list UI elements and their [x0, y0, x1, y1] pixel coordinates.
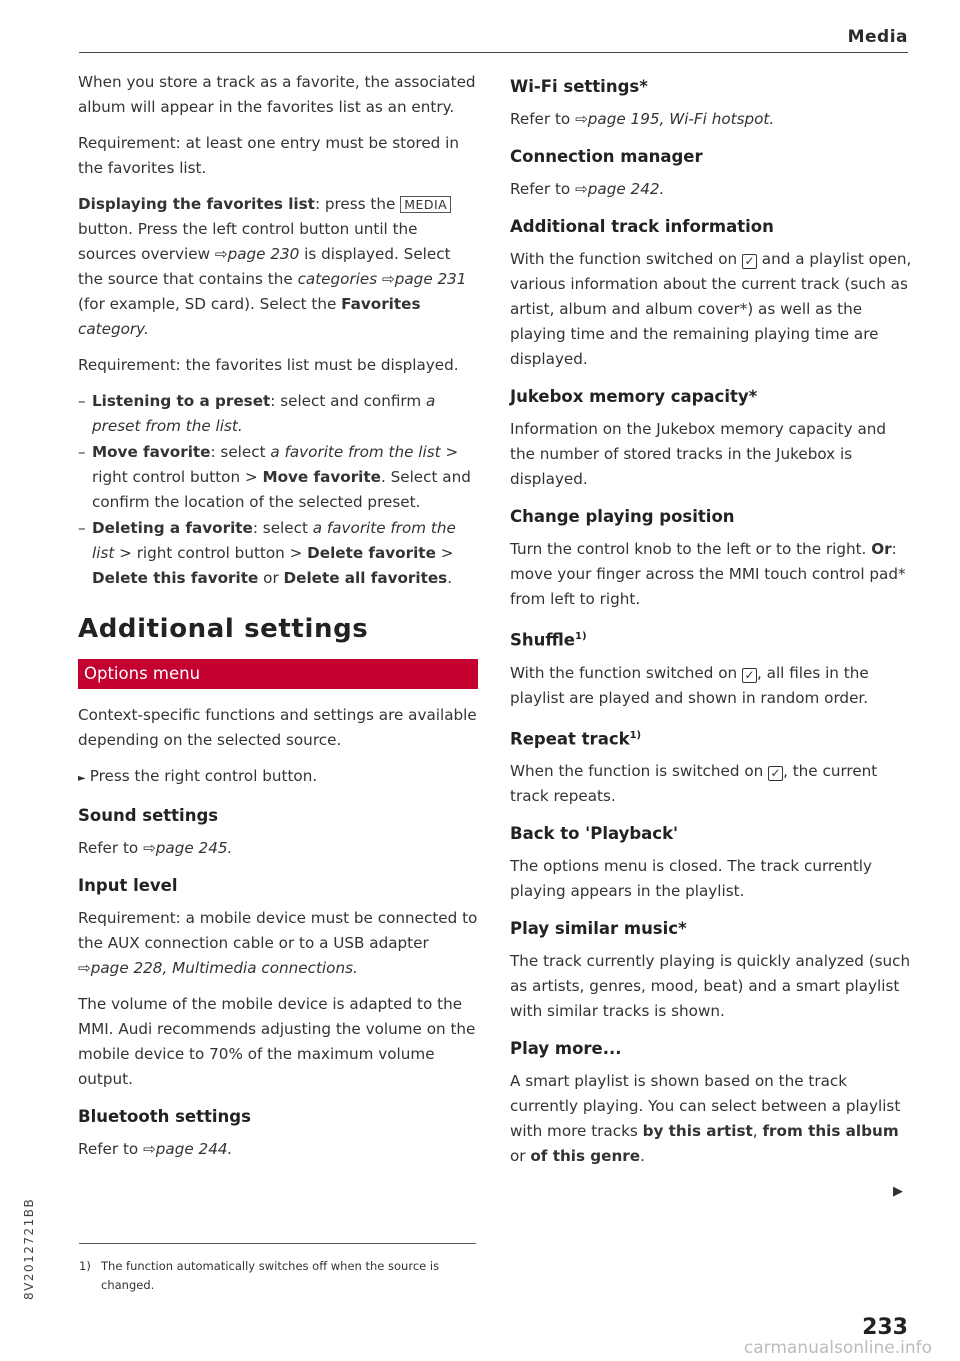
page-reference[interactable]: ⇨page 228, Multimedia connections: [78, 959, 353, 977]
section-title: Media: [847, 27, 908, 47]
page-number: 233: [862, 1315, 908, 1340]
back-to-playback-text: The options menu is closed. The track currently playing appears in the playlist.: [510, 857, 872, 900]
intro-paragraph: When you store a track as a favorite, the associated album will appear in the favorites list as an entry.: [78, 73, 476, 116]
display-favorites-label: Displaying the favorites list: [78, 195, 315, 213]
additional-track-info-heading: Additional track information: [510, 217, 774, 236]
page-reference[interactable]: ⇨page 242: [575, 180, 660, 198]
change-playing-position-text: Turn the control knob to the left or to the right. Or: move your finger across the MMI touch control pad* from left to right.: [510, 540, 906, 608]
list-item: – Deleting a favorite: select a favorite from the list > right control button > Delete favorite > Delete this favorite or Delete all favorites.: [78, 516, 478, 591]
continue-triangle-icon: ▶: [893, 1184, 903, 1199]
bluetooth-settings-text: Refer to ⇨page 244.: [78, 1140, 233, 1158]
page-reference[interactable]: ⇨page 231: [382, 270, 467, 288]
page-reference[interactable]: ⇨page 195, Wi-Fi hotspot: [575, 110, 770, 128]
footnote: 1) The function automatically switches off when the source is changed.: [79, 1259, 440, 1292]
wifi-settings-heading: Wi-Fi settings*: [510, 77, 648, 96]
play-more-heading: Play more...: [510, 1039, 622, 1058]
jukebox-memory-text: Information on the Jukebox memory capacity and the number of stored tracks in the Jukebox is displayed.: [510, 420, 887, 488]
play-more-text: A smart playlist is shown based on the track currently playing. You can select between a playlist with more tracks by this artist, from this album or of this genre.: [510, 1072, 901, 1165]
connection-manager-text: Refer to ⇨page 242.: [510, 180, 665, 198]
footnote-rule: [79, 1243, 476, 1244]
volume-paragraph: The volume of the mobile device is adapted to the MMI. Audi recommends adjusting the volume on the mobile device to 70% of the maximum volume output.: [78, 995, 476, 1088]
sound-settings-heading: Sound settings: [78, 806, 219, 825]
repeat-track-text: When the function is switched on ✓ , the current track repeats.: [510, 762, 878, 805]
media-key-label: MEDIA: [400, 196, 451, 213]
back-to-playback-heading: Back to 'Playback': [510, 824, 679, 843]
input-level-heading: Input level: [78, 876, 178, 895]
right-column: [510, 70, 912, 1180]
options-menu-bar: Options menu: [78, 659, 478, 689]
document-code: 8V2012721BB: [22, 1197, 36, 1300]
page-reference[interactable]: ⇨page 245: [143, 839, 228, 857]
checkbox-checked-icon: ✓: [742, 668, 757, 683]
repeat-track-heading: Repeat track$^{1)}$: [510, 729, 642, 748]
page-reference[interactable]: ⇨page 230: [214, 245, 300, 263]
context-paragraph: Context-specific functions and settings are available depending on the selected source.: [78, 706, 477, 749]
shuffle-text: With the function switched on ✓ , all files in the playlist are played and shown in random order.: [510, 663, 869, 707]
left-column: [78, 70, 478, 1173]
step-triangle-icon: ►: [78, 773, 86, 784]
checkbox-checked-icon: ✓: [742, 254, 757, 269]
favorites-actions-list: [78, 389, 478, 591]
page-reference[interactable]: ⇨page 244: [143, 1140, 228, 1158]
requirement-paragraph: Requirement: the favorites list must be displayed.: [78, 356, 459, 374]
wifi-settings-text: Refer to ⇨page 195, Wi-Fi hotspot.: [510, 110, 775, 128]
additional-track-info-text: With the function switched on ✓ and a playlist open, various information about the current track (such as artist, album and album cover*) as well as the playing time and the remaining playing time are displayed.: [510, 250, 912, 368]
list-item: – Listening to a preset: select and confirm a preset from the list.: [78, 389, 478, 439]
step-instruction: ► Press the right control button.: [78, 767, 318, 785]
play-similar-music-heading: Play similar music*: [510, 919, 687, 938]
jukebox-memory-heading: Jukebox memory capacity*: [510, 387, 758, 406]
play-similar-music-text: The track currently playing is quickly analyzed (such as artists, genres, mood, beat) and a smart playlist with similar tracks is shown.: [510, 952, 911, 1020]
display-favorites-paragraph: Displaying the favorites list: press the MEDIA button. Press the left control button until the sources overview ⇨page 230 is displayed. Select the source that contains the categories ⇨page 231 (for example, SD card). Select the Favorites category.: [78, 195, 467, 338]
additional-settings-heading: Additional settings: [78, 614, 369, 644]
bluetooth-settings-heading: Bluetooth settings: [78, 1107, 251, 1126]
shuffle-heading: Shuffle$^{1)}$: [510, 630, 587, 650]
checkbox-checked-icon: ✓: [768, 766, 783, 781]
watermark: carmanualsonline.info: [743, 1338, 932, 1358]
sound-settings-text: Refer to ⇨page 245.: [78, 839, 233, 857]
connection-manager-heading: Connection manager: [510, 147, 703, 166]
input-level-text: Requirement: a mobile device must be connected to the AUX connection cable or to a USB adapter ⇨page 228, Multimedia connections.: [78, 909, 478, 977]
list-item: – Move favorite: select a favorite from the list > right control button > Move favorite. Select and confirm the location of the selected preset.: [78, 440, 478, 515]
header-rule: [79, 52, 908, 53]
requirement-paragraph: Requirement: at least one entry must be stored in the favorites list.: [78, 134, 459, 177]
change-playing-position-heading: Change playing position: [510, 507, 735, 526]
